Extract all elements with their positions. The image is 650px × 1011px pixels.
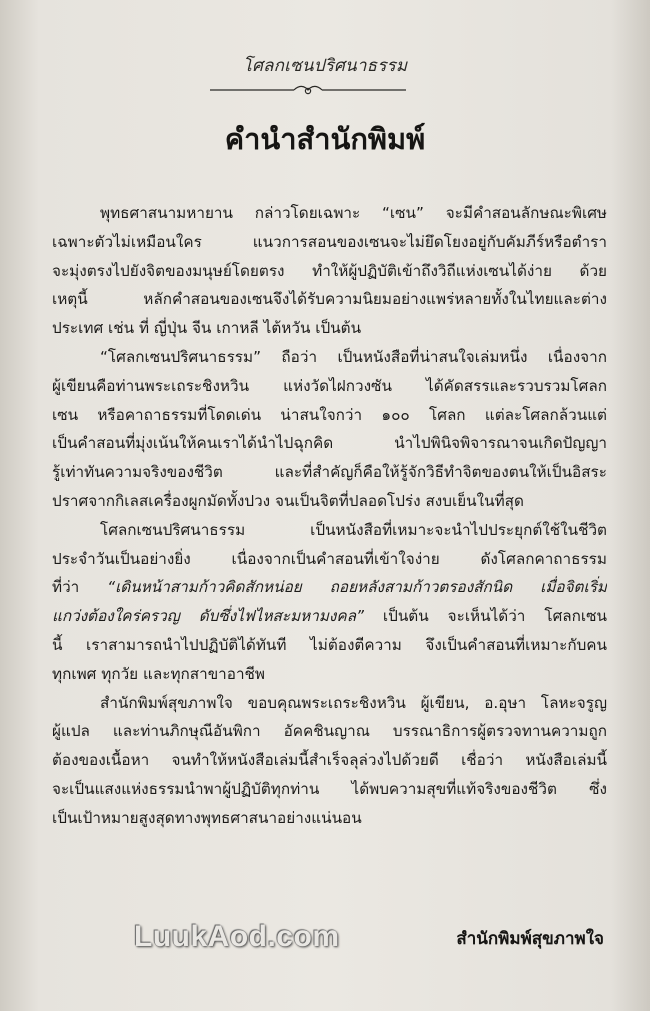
paragraph-3-quote-line [52, 602, 607, 631]
paragraph-1-line: เฉพาะตัวไม่เหมือนใคร แนวการสอนของเซนจะไม่ยึดโยงอยู่กับคัมภีร์หรือตำรา [52, 232, 607, 251]
running-header [0, 52, 650, 79]
quote-suffix: เป็นต้น จะเห็นได้ว่า โศลกเซน [363, 607, 607, 626]
paragraph-2-line: เซน หรือคาถาธรรมที่โดดเด่น น่าสนใจกว่า ๑๐๐ โศลก แต่ละโศลกล้วนแต่ [52, 405, 607, 424]
paragraph-1-line: ประเทศ เช่น ที่ ญี่ปุ่น จีน เกาหลี ไต้หวัน เป็นต้น [52, 319, 362, 338]
paragraph-3-line: ประจำวันเป็นอย่างยิ่ง เนื่องจากเป็นคำสอนที่เข้าใจง่าย ดังโศลกคาถาธรรม [52, 549, 607, 568]
paragraph-3-quote-line [52, 573, 607, 602]
paragraph-4-line: สำนักพิมพ์สุขภาพใจ ขอบคุณพระเถระชิงหวิน ผู้เขียน, อ.อุษา โลหะจรูญ [100, 693, 607, 712]
header-ornament-divider [210, 82, 406, 96]
quote-text: แกว่งต้องใคร่ครวญ ดับซึ่งไฟไหสะมหามงคล” [52, 607, 364, 626]
paragraph-4-line: ผู้แปล และท่านภิกษุณีอันพิกา อัคคชินญาณ บรรณาธิการผู้ตรวจทานความถูก [52, 722, 607, 741]
paragraph-1-line: จะมุ่งตรงไปยังจิตของมนุษย์โดยตรง ทำให้ผู้ปฏิบัติเข้าถึงวิถีแห่งเซนได้ง่าย ด้วย [52, 261, 607, 280]
page-title: คำนำสำนักพิมพ์ [224, 122, 426, 156]
paragraph-2-line: ปราศจากกิเลสเครื่องผูกมัดทั้งปวง จนเป็นจิตที่ปลอดโปร่ง สงบเย็นในที่สุด [52, 491, 524, 510]
publisher-signature: สำนักพิมพ์สุขภาพใจ [456, 929, 604, 949]
paragraph-2-line: เป็นคำสอนที่มุ่งเน้นให้คนเราได้นำไปฉุกคิด นำไปพินิจพิจารณาจนเกิดปัญญา [52, 434, 607, 453]
paragraph-1-line: พุทธศาสนามหายาน กล่าวโดยเฉพาะ “เซน” จะมีคำสอนลักษณะพิเศษ [100, 204, 607, 222]
paragraph-4-line: จะเป็นแสงแห่งธรรมนำพาผู้ปฏิบัติทุกท่าน ได้พบความสุขที่แท้จริงของชีวิต ซึ่ง [52, 779, 607, 798]
quote-prefix: ที่ว่า [52, 578, 108, 597]
paragraph-2-line: ผู้เขียนคือท่านพระเถระชิงหวิน แห่งวัดไฝกวงซัน ได้คัดสรรและรวบรวมโศลก [52, 376, 607, 395]
paragraph-2-line: รู้เท่าทันความจริงของชีวิต และที่สำคัญก็คือให้รู้จักวิธีทำจิตของตนให้เป็นอิสระ [52, 463, 607, 482]
paragraph-4-line: เป็นเป้าหมายสูงสุดทางพุทธศาสนาอย่างแน่นอน [52, 808, 362, 827]
paragraph-3-line: โศลกเซนปริศนาธรรม เป็นหนังสือที่เหมาะจะนำไปประยุกต์ใช้ในชีวิต [100, 520, 607, 539]
preface-body [52, 199, 607, 833]
paragraph-4-line: ต้องของเนื้อหา จนทำให้หนังสือเล่มนี้สำเร็จลุล่วงไปด้วยดี เชื่อว่า หนังสือเล่มนี้ [52, 751, 607, 770]
paragraph-3-line: นี้ เราสามารถนำไปปฏิบัติได้ทันที ไม่ต้องตีความ จึงเป็นคำสอนที่เหมาะกับคน [52, 635, 607, 654]
site-watermark: LuukAod.com [134, 920, 340, 953]
paragraph-3-line: ทุกเพศ ทุกวัย และทุกสาขาอาชีพ [52, 664, 265, 683]
quote-text: “เดินหน้าสามก้าวคิดสักหน่อย ถอยหลังสามก้าวตรองสักนิด เมื่อจิตเริ่ม [107, 578, 607, 597]
paragraph-2-line: “โศลกเซนปริศนาธรรม” ถือว่า เป็นหนังสือที่น่าสนใจเล่มหนึ่ง เนื่องจาก [100, 347, 607, 366]
running-header-title: โศลกเซนปริศนาธรรม [242, 56, 408, 76]
paragraph-1-line: เหตุนี้ หลักคำสอนของเซนจึงได้รับความนิยมอย่างแพร่หลายทั้งในไทยและต่าง [52, 290, 607, 309]
